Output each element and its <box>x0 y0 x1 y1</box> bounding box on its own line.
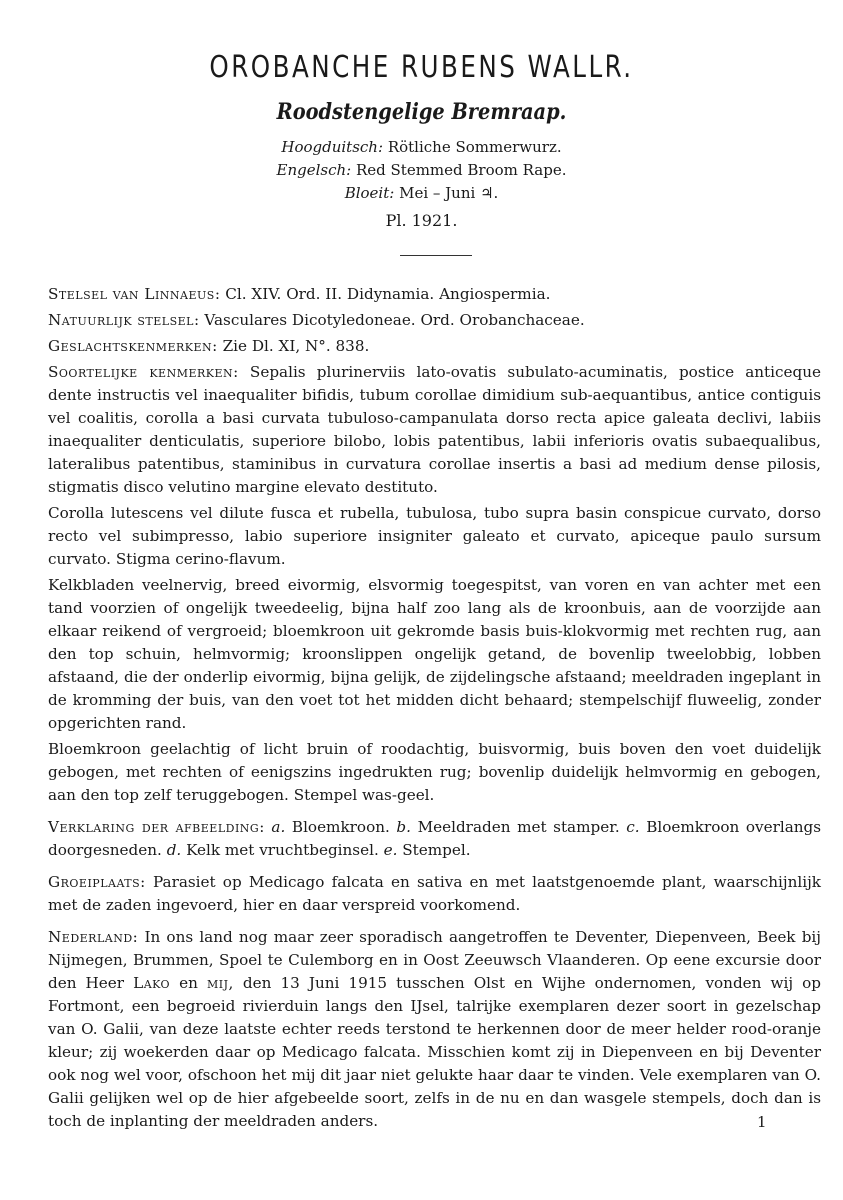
netherlands-text-2: en <box>179 974 198 992</box>
species-paragraph <box>48 361 821 499</box>
habitat-paragraph <box>48 871 821 917</box>
german-label: Hoogduitsch: <box>281 138 384 156</box>
genus-text: Zie Dl. XI, N°. 838. <box>222 337 370 355</box>
genus-label: Geslachtskenmerken: <box>48 337 218 355</box>
figure-text-e: Stempel. <box>402 841 471 859</box>
netherlands-text-3: den 13 Juni 1915 tusschen Olst en Wijhe ondernomen, vonden wij op Fortmont, een begroeid rivierduin langs den IJsel, talrijke exemplaren dezer soort in gezelschap van O. Galii, van deze laatste echter reeds terstond te herkennen door de meer helder rood-oranje kleur; zij woekerden daar op Medicago falcata. Misschien komt zij in Diepenveen en bij Deventer ook nog wel voor, ofschoon het mij dit jaar niet gelukte haar daar te vinden. Vele exemplaren van O. Galii gelijken wel op de hier afgebeelde soort, zelfs in de nu en dan wasgele stempels, doch dan is toch de inplanting der meeldraden anders. <box>48 974 821 1130</box>
kelk-dutch-paragraph: Kelkbladen veelnervig, breed eivormig, elsvormig toegespitst, van voren en van achter met een tand voorzien of ongelijk tweedeelig, bijna half zoo lang als de kroonbuis, aan de voorzijde aan elkaar reikend of vergroeid; bloemkroon uit gekromde basis buis-klokvormig met rechten rug, aan den top schuin, helmvormig; kroonslippen ongelijk getand, de bovenlip tweelobbig, lobben afstaand, die der onderlip eivormig, bijna gelijk, de zijdelingsche afstaand; meeldraden ingeplant in de kromming der buis, van den voet tot het midden dicht behaard; stempelschijf fluweelig, zonder opgerichten rand. <box>48 576 821 732</box>
page-number: 1 <box>757 1113 767 1131</box>
figure-legend-paragraph <box>48 816 821 862</box>
bloom-label: Bloeit: <box>344 184 395 202</box>
habitat-label: Groeiplaats: <box>48 873 146 891</box>
german-name: Rötliche Sommerwurz. <box>387 138 562 156</box>
figure-key-e: e. <box>383 841 398 859</box>
species-text: Sepalis plurinerviis lato-ovatis subulato-acuminatis, postice anticeque dente instructis vel inaequaliter bifidis, tubum corollae dimidium sub-aequantibus, antice contiguis vel coalitis, corolla a basi curvata tubuloso-campanulata dorso recta apice galeata declivi, labiis inaequaliter denticulatis, superiore bilobo, lobis patentibus, labii inferioris ovatis subaequalibus, lateralibus patentibus, staminibus in curvatura corollae insertis a basi ad medium dense pilosis, stigmatis disco velutino margine elevato destituto. <box>48 363 821 496</box>
netherlands-paragraph <box>48 926 821 1133</box>
dutch-name: Roodstengelige Bremraap. <box>276 99 567 125</box>
netherlands-text-1: In ons land nog maar zeer sporadisch aangetroffen te Deventer, Diepenveen, Beek bij Nijmegen, Brummen, Spoel te Culemborg en in Oost Zeeuwsch Vlaanderen. Op eene excursie door den Heer <box>48 928 821 992</box>
linnaeus-text: Cl. XIV. Ord. II. Didynamia. Angiospermia. <box>225 285 551 303</box>
linnaeus-paragraph <box>48 283 821 306</box>
natural-system-text: Vasculares Dicotyledoneae. Ord. Orobanchaceae. <box>204 311 585 329</box>
figure-key-d: d. <box>166 841 182 859</box>
linnaeus-label: Stelsel van Linnaeus: <box>48 285 221 303</box>
plate-number: Pl. 1921. <box>385 211 458 230</box>
netherlands-label: Nederland: <box>48 928 139 946</box>
figure-text-a: Bloemkroon. <box>291 818 390 836</box>
natural-system-paragraph <box>48 309 821 332</box>
figure-key-a: a. <box>271 818 286 836</box>
page-title: OROBANCHE RUBENS WALLR. <box>209 50 634 85</box>
natural-system-label: Natuurlijk stelsel: <box>48 311 200 329</box>
figure-text-b: Meeldraden met stamper. <box>417 818 620 836</box>
genus-paragraph <box>48 335 821 358</box>
figure-legend-label: Verklaring der afbeelding: <box>48 818 265 836</box>
habitat-text: Parasiet op Medicago falcata en sativa en met laatstgenoemde plant, waarschijnlijk met de zaden ingevoerd, hier en daar verspreid voorkomend. <box>48 873 821 914</box>
english-name: Red Stemmed Broom Rape. <box>355 161 567 179</box>
english-label: Engelsch: <box>276 161 352 179</box>
divider-rule <box>400 255 472 256</box>
german-name-line <box>0 138 843 156</box>
english-name-line <box>0 161 843 179</box>
bloemkroon-dutch-paragraph: Bloemkroon geelachtig of licht bruin of roodachtig, buisvormig, buis boven den voet duidelijk gebogen, met rechten of eenigszins ingedrukten rug; bovenlip duidelijk helmvormig en gebogen, aan den top zelf teruggebogen. Stempel was-geel. <box>48 740 821 804</box>
bloom-line <box>0 184 843 202</box>
body-text <box>48 283 821 1142</box>
species-label: Soortelijke kenmerken: <box>48 363 239 381</box>
figure-key-b: b. <box>396 818 411 836</box>
corolla-latin-paragraph: Corolla lutescens vel dilute fusca et rubella, tubulosa, tubo supra basin conspicue curvato, dorso recto vel subimpresso, labio superiore insigniter galeato et curvato, apiceque paulo sursum curvato. Stigma cerino-flavum. <box>48 504 821 568</box>
figure-text-d: Kelk met vruchtbeginsel. <box>186 841 379 859</box>
bloom-value: Mei – Juni ♃. <box>399 184 499 202</box>
figure-text-c: Bloemkroon overlangs doorgesneden. <box>48 818 822 859</box>
netherlands-mij: mij, <box>207 974 234 992</box>
netherlands-lako: Lako <box>133 974 171 992</box>
figure-key-c: c. <box>626 818 640 836</box>
